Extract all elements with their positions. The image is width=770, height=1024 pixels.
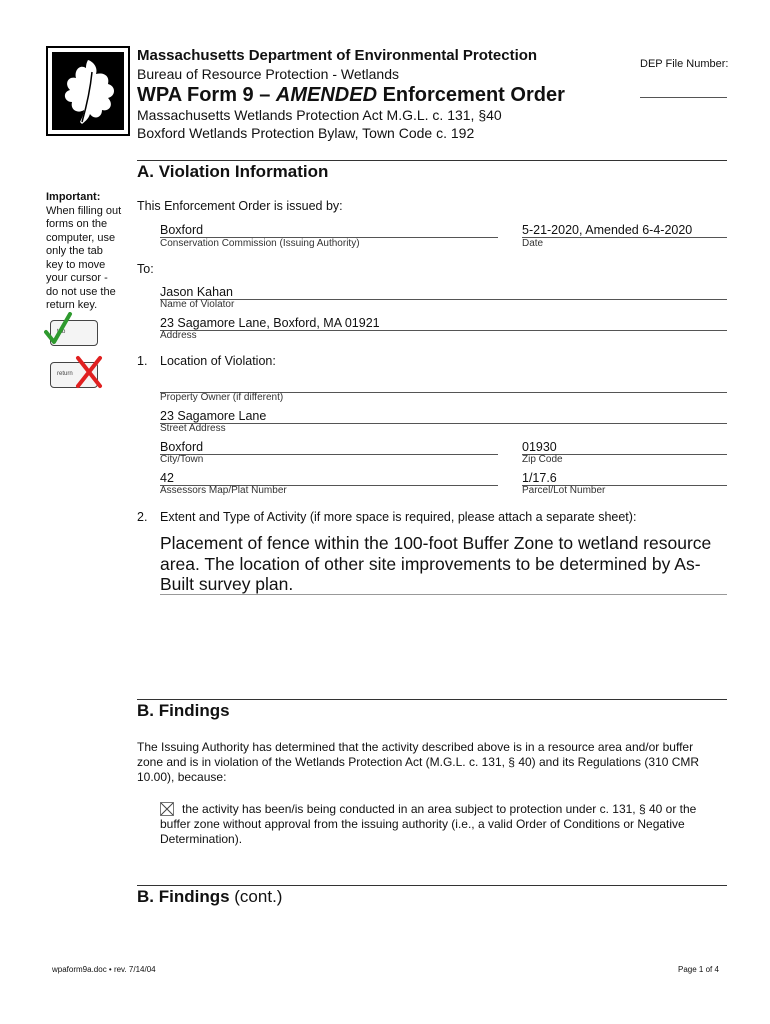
checkmark-icon: [44, 312, 74, 348]
dep-file-number-field[interactable]: [640, 97, 727, 98]
activity-field-underline: [160, 594, 727, 595]
parcel-number-caption: Parcel/Lot Number: [522, 485, 606, 496]
footer-doc-info: wpaform9a.doc • rev. 7/14/04: [52, 965, 156, 974]
issuing-authority-value: Boxford: [160, 223, 204, 237]
map-number-caption: Assessors Map/Plat Number: [160, 485, 287, 496]
form-title-suffix: Enforcement Order: [377, 84, 565, 106]
date-value: 5-21-2020, Amended 6-4-2020: [522, 223, 693, 237]
checkbox-line: buffer zone without approval from the issuing authority (i.e., a valid Order of Conditions or Negative: [160, 817, 685, 831]
section-a-rule: [137, 160, 727, 161]
item-1-number: 1.: [137, 354, 148, 368]
zip-caption: Zip Code: [522, 454, 563, 465]
section-b-cont-title: B. Findings: [137, 887, 230, 906]
date-field[interactable]: [522, 237, 727, 238]
city-field[interactable]: [160, 454, 498, 455]
violator-name-value: Jason Kahan: [160, 285, 233, 299]
important-title: Important:: [46, 191, 101, 203]
important-line: computer, use: [46, 231, 116, 244]
map-number-value: 42: [160, 471, 174, 485]
city-value: Boxford: [160, 440, 204, 454]
checkbox-line: the activity has been/is being conducted in an area subject to protection under c. 131, § 40 or the: [182, 802, 697, 816]
item-2-number: 2.: [137, 510, 148, 524]
section-b-cont-heading: [137, 887, 282, 907]
oak-leaf-icon: [52, 52, 124, 130]
important-line: only the tab: [46, 245, 103, 257]
activity-line: area. The location of other site improvements to be determined by As-: [160, 553, 701, 574]
street-address-field[interactable]: [160, 423, 727, 424]
bylaw-citation: Boxford Wetlands Protection Bylaw, Town Code c. 192: [137, 125, 475, 141]
findings-line: 10.00), because:: [137, 770, 227, 784]
address-value: 23 Sagamore Lane, Boxford, MA 01921: [160, 316, 380, 330]
section-b-rule: [137, 699, 727, 700]
dep-file-number-label: DEP File Number:: [640, 58, 729, 70]
item-2-label: Extent and Type of Activity (if more space is required, please attach a separate sheet):: [160, 510, 637, 524]
address-field[interactable]: [160, 330, 727, 331]
section-b-cont-rule: [137, 885, 727, 886]
checkbox-line: Determination).: [160, 832, 243, 846]
city-caption: City/Town: [160, 454, 204, 465]
act-citation: Massachusetts Wetlands Protection Act M.G.L. c. 131, §40: [137, 107, 502, 123]
parcel-number-value: 1/17.6: [522, 471, 557, 485]
important-line: return key.: [46, 299, 98, 311]
important-line: your cursor -: [46, 272, 108, 284]
form-title-prefix: WPA Form 9 –: [137, 84, 276, 106]
issued-by-label: This Enforcement Order is issued by:: [137, 199, 343, 213]
date-caption: Date: [522, 238, 544, 249]
property-owner-caption: Property Owner (if different): [160, 392, 284, 403]
zip-value: 01930: [522, 440, 557, 454]
important-note: [46, 191, 121, 313]
footer-page-number: Page 1 of 4: [678, 965, 719, 974]
return-key-icon: return: [50, 362, 98, 388]
violator-name-field[interactable]: [160, 299, 727, 300]
section-b-cont-suffix: (cont.): [229, 887, 283, 906]
activity-line: Built survey plan.: [160, 574, 294, 594]
important-line: When filling out: [46, 204, 122, 217]
findings-line: The Issuing Authority has determined that the activity described above is in a resource area and/or buffer: [137, 740, 694, 754]
important-line: key to move: [46, 258, 106, 271]
findings-line: zone and is in violation of the Wetlands Protection Act (M.G.L. c. 131, § 40) and its Regulations (310 CMR: [137, 755, 700, 769]
activity-description[interactable]: [160, 533, 711, 595]
red-x-icon: [74, 354, 104, 390]
activity-line: Placement of fence within the 100-foot Buffer Zone to wetland resource: [160, 533, 712, 553]
bureau-name: Bureau of Resource Protection - Wetlands: [137, 66, 399, 82]
violator-name-caption: Name of Violator: [160, 299, 235, 310]
important-line: forms on the: [46, 218, 108, 230]
street-address-value: 23 Sagamore Lane: [160, 409, 267, 423]
to-label: To:: [137, 262, 154, 276]
street-address-caption: Street Address: [160, 423, 226, 434]
findings-paragraph: [137, 740, 699, 785]
tab-key-icon: tab: [50, 320, 98, 346]
section-a-heading: A. Violation Information: [137, 162, 329, 181]
issuing-authority-caption: Conservation Commission (Issuing Authority): [160, 238, 360, 249]
item-1-label: Location of Violation:: [160, 354, 276, 368]
important-line: do not use the: [46, 285, 116, 298]
address-caption: Address: [160, 330, 197, 341]
findings-checkbox-text: [160, 802, 696, 847]
form-title: [137, 84, 565, 107]
form-title-amended: AMENDED: [275, 84, 378, 106]
section-b-heading: B. Findings: [137, 701, 230, 720]
department-name: Massachusetts Department of Environmental Protection: [137, 47, 538, 64]
dep-logo: [46, 46, 130, 136]
